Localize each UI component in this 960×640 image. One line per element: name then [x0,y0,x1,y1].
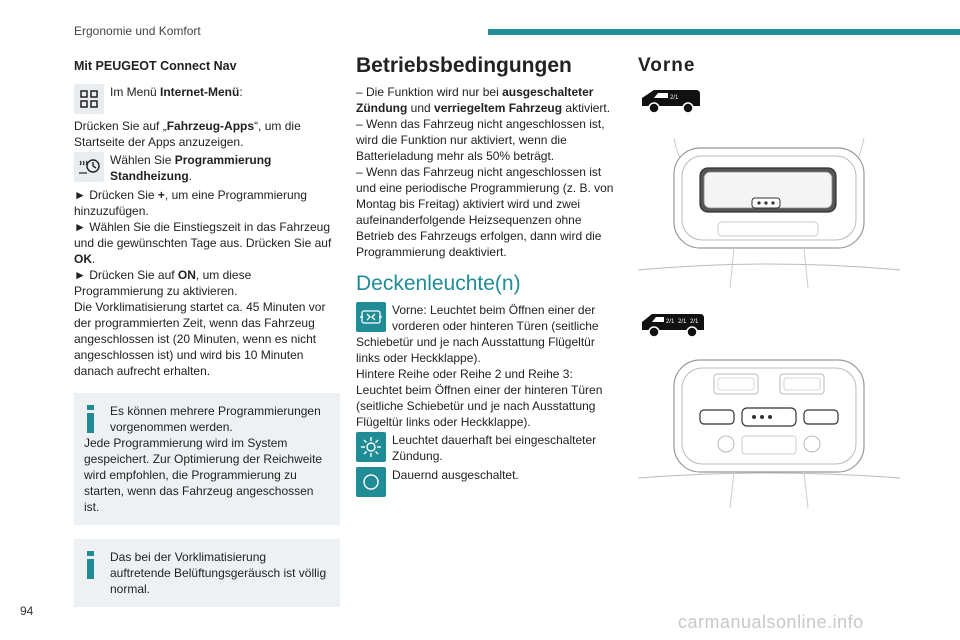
info-text-line1: Es können mehrere Programmierungen vorgenommen werden. [110,404,321,434]
section-title-conditions: Betriebsbedingungen [356,54,572,77]
lights-off-row [356,467,620,497]
select-row [74,152,340,184]
info-box-multiple-programs [74,393,340,525]
condition-2: – Wenn das Fahrzeug nicht angeschlossen ist, wird die Funktion nur aktiviert, wenn die Batterieladung mehr als 50% beträgt. [356,117,605,163]
menu-row [74,84,340,114]
ceiling-light-door-block [356,302,620,430]
svg-text:2/1: 2/1 [690,319,699,325]
lights-front-text: Vorne: Leuchtet beim Öffnen einer der vorderen oder hinteren Türen (seitliche Schiebetür und je nach Ausstattung Flügeltür links oder Heckklappe). [356,303,599,365]
section-title-front: Vorne [638,55,696,76]
circle-light-off-icon [356,467,386,497]
lights-on-text: Leuchtet dauerhaft bei eingeschalteter Zündung. [392,433,597,463]
van-short-icon [640,86,908,116]
step-activate: ► Drücken Sie auf ON, um diese Programmierung zu aktivieren. [74,268,252,298]
menu-text: Im Menü Internet-Menü: [110,85,243,99]
section-subhead: Mit PEUGEOT Connect Nav [74,59,237,73]
sun-light-on-icon [356,432,386,462]
preconditioning-text: Die Vorklimatisierung startet ca. 45 Minuten vor der programmierten Zeit, wenn das Fahrzeug angeschlossen ist (20 Minuten, wenn es nicht angeschlossen ist) und wird bis 10 Minuten danach aufrecht erhalten. [74,300,326,378]
apps-grid-icon [74,84,104,114]
watermark: carmanualsonline.info [678,612,864,632]
door-light-icon [356,302,386,332]
header-accent-bar [488,29,960,35]
svg-text:2/1: 2/1 [678,319,687,325]
info-text-rest: Jede Programmierung wird im System gespeichert. Zur Optimierung der Reichweite wird empfohlen, die Programmierung zu starten, wenn das Fahrzeug angeschossen ist. [84,436,323,514]
step-select-time: ► Wählen Sie die Einstiegszeit in das Fahrzeug und die gewünschten Tage aus. Drücken Sie auf OK. [74,220,332,266]
select-text: Wählen Sie Programmierung Standheizung. [110,153,272,183]
column-connect-nav [74,58,340,607]
condition-1: – Die Funktion wird nur bei ausgeschalteter Zündung und verriegeltem Fahrzeug aktiviert. [356,85,611,115]
front-ceiling-light-illustration [638,138,908,288]
lights-on-row [356,432,620,464]
svg-text:2/1: 2/1 [670,95,679,101]
column-front [638,55,908,508]
condition-3: – Wenn das Fahrzeug nicht angeschlossen ist und eine periodische Programmierung (z. B. von Montag bis Freitag) aktiviert wird und zwei aufeinanderfolgende Heizsequenzen ohne Betrieb des Fahrzeugs erfolgen, dann wird die Programmierung deaktiviert. [356,165,614,259]
step-add: ► Drücken Sie +, um eine Programmierung hinzuzufügen. [74,188,307,218]
column-conditions [356,54,620,500]
section-title-ceiling-lights: Deckenleuchte(n) [356,272,521,295]
preheat-clock-icon [74,152,104,182]
info-icon [86,405,94,433]
rear-ceiling-light-illustration [638,358,908,508]
header-title: Ergonomie und Komfort [74,24,201,38]
lights-rear-text: Hintere Reihe oder Reihe 2 und Reihe 3: Leuchtet beim Öffnen einer der hinteren Türen (seitliche Schiebetür und je nach Ausstattung Flügeltür links oder Heckklappe). [356,367,603,429]
lights-off-text: Dauernd ausgeschaltet. [392,468,519,482]
info-icon [86,551,94,579]
info-box-noise [74,539,340,607]
info-text-noise: Das bei der Vorklimatisierung auftretende Belüftungsgeräusch ist völlig normal. [110,550,327,596]
van-long-icon [640,310,908,340]
page-number: 94 [20,604,34,618]
press-apps-text: Drücken Sie auf „Fahrzeug-Apps“, um die Startseite der Apps anzuzeigen. [74,119,301,149]
svg-text:2/1: 2/1 [666,319,675,325]
